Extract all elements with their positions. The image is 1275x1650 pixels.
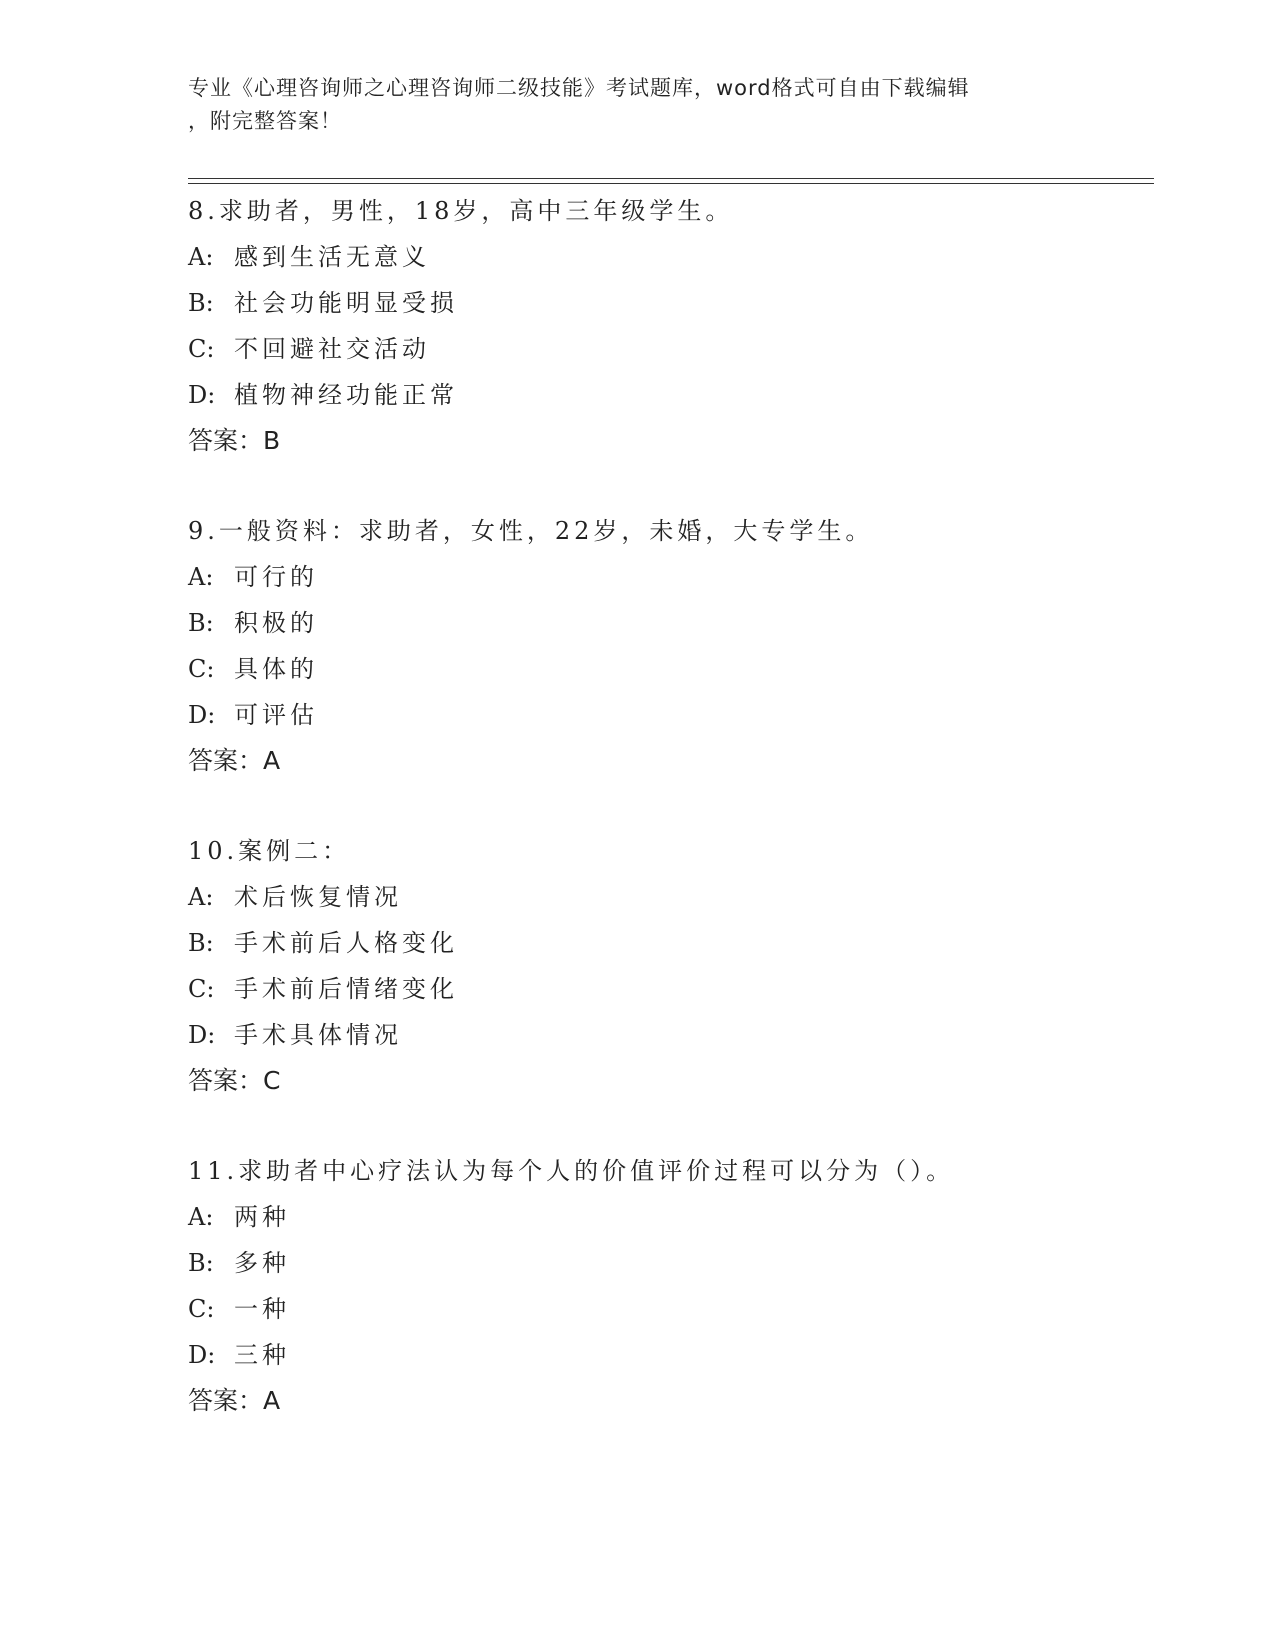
option-letter: C: [188, 1295, 215, 1323]
option-b [188, 1240, 1148, 1286]
question-block [188, 1148, 1148, 1424]
option-c [188, 966, 1148, 1012]
option-c [188, 646, 1148, 692]
option-text: 社会功能明显受损 [234, 289, 458, 317]
option-letter: B: [188, 609, 214, 637]
option-text: 两种 [234, 1203, 290, 1231]
option-text: 手术具体情况 [234, 1021, 402, 1049]
option-letter: D: [188, 1021, 216, 1049]
option-text: 术后恢复情况 [234, 883, 402, 911]
option-a [188, 554, 1148, 600]
option-text: 一种 [234, 1295, 290, 1323]
option-text: 手术前后人格变化 [234, 929, 458, 957]
header-line-2: ，附完整答案！ [188, 109, 342, 133]
option-text: 植物神经功能正常 [234, 381, 458, 409]
option-text: 可行的 [234, 563, 318, 591]
answer-line: 答案：B [188, 426, 281, 455]
option-b [188, 920, 1148, 966]
option-d [188, 1332, 1148, 1378]
option-letter: C: [188, 975, 215, 1003]
question-stem: 11.求助者中心疗法认为每个人的价值评价过程可以分为（）。 [188, 1157, 955, 1185]
question-block [188, 828, 1148, 1104]
option-letter: C: [188, 335, 215, 363]
option-letter: B: [188, 1249, 214, 1277]
option-d [188, 372, 1148, 418]
header-divider-bottom [188, 183, 1154, 184]
option-letter: D: [188, 701, 216, 729]
option-a [188, 874, 1148, 920]
option-text: 积极的 [234, 609, 318, 637]
option-c [188, 1286, 1148, 1332]
option-text: 三种 [234, 1341, 290, 1369]
question-stem: 10.案例二： [188, 837, 351, 865]
option-text: 感到生活无意义 [234, 243, 430, 271]
option-letter: D: [188, 381, 216, 409]
option-letter: A: [188, 883, 214, 911]
answer-line: 答案：A [188, 746, 281, 775]
option-letter: A: [188, 1203, 214, 1231]
option-d [188, 1012, 1148, 1058]
header-line-1: 专业《心理咨询师之心理咨询师二级技能》考试题库，word格式可自由下载编辑 [188, 76, 970, 100]
option-b [188, 600, 1148, 646]
question-stem: 9.一般资料：求助者，女性，22岁，未婚，大专学生。 [188, 517, 874, 545]
option-letter: B: [188, 929, 214, 957]
option-letter: A: [188, 563, 214, 591]
option-b [188, 280, 1148, 326]
option-a [188, 234, 1148, 280]
option-text: 不回避社交活动 [234, 335, 430, 363]
question-block [188, 508, 1148, 784]
option-a [188, 1194, 1148, 1240]
answer-line: 答案：C [188, 1066, 281, 1095]
question-block [188, 188, 1148, 464]
option-c [188, 326, 1148, 372]
option-text: 手术前后情绪变化 [234, 975, 458, 1003]
answer-line: 答案：A [188, 1386, 281, 1415]
header-divider-top [188, 178, 1154, 179]
document-header [188, 72, 1068, 138]
option-d [188, 692, 1148, 738]
option-letter: D: [188, 1341, 216, 1369]
question-stem: 8.求助者，男性，18岁，高中三年级学生。 [188, 197, 734, 225]
option-text: 多种 [234, 1249, 290, 1277]
option-letter: A: [188, 243, 214, 271]
option-text: 可评估 [234, 701, 318, 729]
option-letter: C: [188, 655, 215, 683]
option-text: 具体的 [234, 655, 318, 683]
option-letter: B: [188, 289, 214, 317]
